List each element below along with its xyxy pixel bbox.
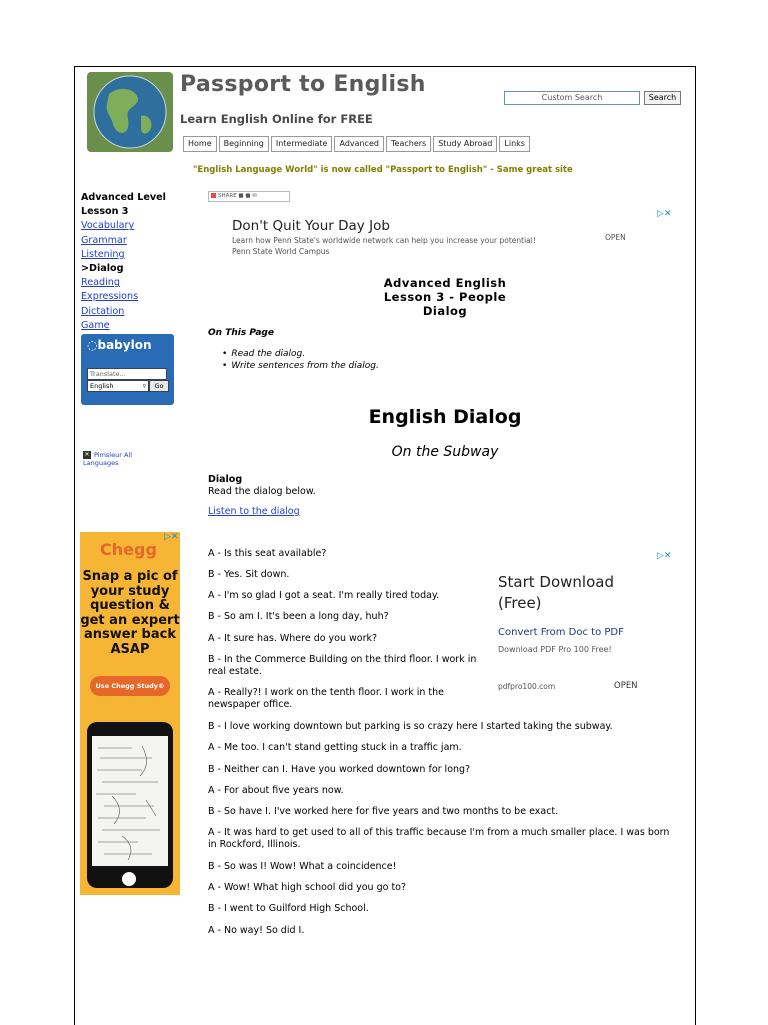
share-button[interactable]: SHARE ■ ■ ✉ [208, 191, 290, 202]
ad-domain[interactable]: pdfpro100.com [498, 682, 556, 691]
dialog-line: A - No way! So did I. [208, 925, 305, 936]
lesson-header-line1: Advanced English [383, 276, 507, 290]
nav-advanced[interactable]: Advanced [334, 136, 384, 152]
dialog-line: A - Is this seat available? [208, 548, 327, 559]
dialog-line: A - It was hard to get used to all of this traffic because I'm from a much smaller place. I was born in Rockford, Illinois. [208, 827, 670, 850]
dialog-line: B - So am I. It's been a long day, huh? [208, 611, 389, 622]
share-icon [211, 193, 216, 198]
ad-open-button[interactable]: OPEN [614, 681, 638, 691]
dialog-line: B - Yes. Sit down. [208, 569, 290, 580]
babylon-language-select[interactable]: English ▿ [87, 380, 149, 392]
list-item: • Read the dialog. [222, 348, 379, 360]
sidebar-item-dialog-current: >Dialog [81, 263, 124, 275]
sidebar-item-game[interactable]: Game [81, 319, 110, 331]
list-item: • Write sentences from the dialog. [222, 360, 379, 372]
ad-description[interactable]: Download PDF Pro 100 Free! [498, 645, 612, 654]
ad-close-icon[interactable]: ▷✕ [657, 551, 672, 561]
sidebar-item-reading[interactable]: Reading [81, 277, 120, 289]
nav-beginning[interactable]: Beginning [219, 136, 269, 152]
globe-logo[interactable] [87, 72, 173, 152]
shutter-button-icon [122, 872, 136, 886]
nav-home[interactable]: Home [183, 136, 217, 152]
dialog-line: A - I'm so glad I got a seat. I'm really tired today. [208, 590, 440, 601]
chegg-ad[interactable] [80, 532, 180, 895]
babylon-logo[interactable]: ◌babylon [87, 338, 152, 352]
nav-intermediate[interactable]: Intermediate [271, 136, 333, 152]
sidebar-item-vocabulary[interactable]: Vocabulary [81, 220, 135, 232]
site-title[interactable]: Passport to English [180, 72, 426, 97]
announcement: "English Language World" is now called "Passport to English" - Same great site [193, 165, 573, 175]
babylon-widget [81, 334, 174, 405]
ad-close-icon[interactable]: ▷✕ [164, 532, 179, 542]
dialog-line: A - Wow! What high school did you go to? [208, 882, 407, 893]
ad-advertiser[interactable]: Penn State World Campus [232, 247, 330, 256]
phone-screen [92, 736, 168, 866]
ad-headline[interactable]: Don't Quit Your Day Job [232, 218, 390, 234]
sidebar-item-expressions[interactable]: Expressions [81, 291, 139, 303]
dialog-line: A - It sure has. Where do you work? [208, 633, 378, 644]
sidebar-level: Advanced Level [81, 192, 166, 203]
dialog-line: B - So have I. I've worked here for five years and two months to be exact. [208, 806, 559, 817]
on-this-page-title: On This Page [208, 328, 274, 338]
top-nav [183, 136, 532, 152]
sidebar-item-listening[interactable]: Listening [81, 248, 125, 260]
dialog-line: A - For about five years now. [208, 785, 344, 796]
dialog-subtitle: On the Subway [391, 444, 499, 460]
broken-image-icon: ✕ [84, 451, 90, 458]
sidebar-item-dictation[interactable]: Dictation [81, 305, 125, 317]
dialog-line: B - Neither can I. Have you worked downtown for long? [208, 764, 471, 775]
ad-subheadline[interactable]: Convert From Doc to PDF [498, 627, 624, 638]
sidebar-lesson: Lesson 3 [81, 206, 129, 218]
lesson-header-line3: Dialog [422, 304, 468, 318]
babylon-translate-input[interactable]: Translate... [87, 368, 167, 380]
pimsleur-link[interactable]: ✕ Pimsleur All Languages [83, 451, 133, 467]
site-tagline: Learn English Online for FREE [180, 112, 373, 126]
dialog-line: A - Me too. I can't stand getting stuck in a traffic jam. [208, 742, 462, 753]
ad-headline[interactable]: Start Download (Free) [498, 573, 614, 612]
dialog-label: Dialog [208, 474, 243, 485]
ad-open-button[interactable]: OPEN [605, 233, 626, 242]
nav-links[interactable]: Links [499, 136, 530, 152]
dialog-line: B - In the Commerce Building on the third floor. I work in real estate. [208, 654, 477, 677]
dialog-instruction: Read the dialog below. [208, 486, 316, 497]
search-input[interactable]: Custom Search [504, 91, 640, 105]
babylon-go-button[interactable]: Go [149, 380, 169, 392]
listen-link[interactable]: Listen to the dialog [208, 506, 300, 517]
lesson-header-line2: Lesson 3 - People [383, 290, 507, 304]
chevron-down-icon: ▿ [142, 382, 146, 390]
dialog-line: B - I love working downtown but parking is so crazy here I started taking the subway. [208, 721, 613, 732]
chegg-cta-button[interactable]: Use Chegg Study® [90, 676, 170, 696]
dialog-title: English Dialog [368, 406, 522, 428]
sidebar [81, 191, 166, 333]
nav-study-abroad[interactable]: Study Abroad [433, 136, 497, 152]
on-this-page-list [222, 348, 379, 372]
search-button[interactable]: Search [644, 91, 681, 105]
ad-description[interactable]: Learn how Penn State's worldwide network can help you increase your potential! [232, 236, 536, 245]
phone-image [87, 722, 173, 888]
dialog-line: B - I went to Guilford High School. [208, 903, 369, 914]
lesson-header [360, 276, 530, 318]
chegg-logo: Chegg [100, 540, 157, 559]
dialog-line: A - Really?! I work on the tenth floor. I work in the newspaper office. [208, 687, 445, 710]
nav-teachers[interactable]: Teachers [386, 136, 431, 152]
ad-close-icon[interactable]: ▷✕ [657, 209, 672, 219]
sidebar-item-grammar[interactable]: Grammar [81, 234, 127, 246]
chegg-copy: Snap a pic of your study question & get an expert answer back ASAP [80, 569, 180, 657]
dialog-line: B - So was I! Wow! What a coincidence! [208, 861, 397, 872]
